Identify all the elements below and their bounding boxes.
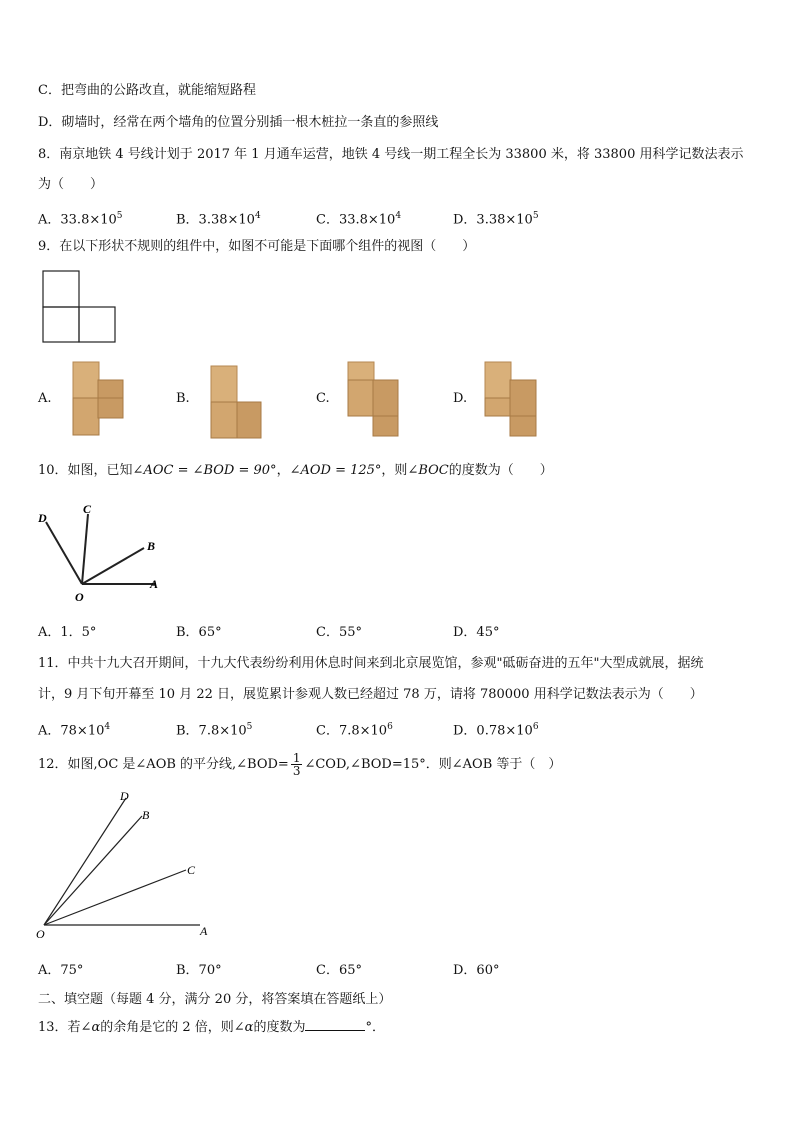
q10-option-d: D．45°: [453, 625, 500, 640]
q10-option-c: C．55°: [316, 625, 362, 640]
q12-angle-diagram: [34, 788, 214, 944]
section-2-heading: 二、填空题（每题 4 分，满分 20 分，将答案填在答题纸上）: [38, 992, 392, 1007]
q10-option-b: B．65°: [176, 625, 222, 640]
q13-answer-blank[interactable]: [305, 1018, 365, 1031]
q9-option-b-label: B.: [176, 391, 190, 406]
q12-option-d: D．60°: [453, 963, 500, 978]
q8-option-c: C．$33.8\times 10^4$: [316, 211, 402, 228]
q10-label-c: C: [83, 502, 92, 516]
q12-option-b: B．70°: [176, 963, 222, 978]
q10-label-d: D: [38, 511, 47, 525]
q12-option-c: C．65°: [316, 963, 362, 978]
q13-stem: 13．若∠α的余角是它的 2 倍，则∠α的度数为 °．: [38, 1020, 385, 1035]
q9-option-d-blocks: [482, 360, 540, 438]
q9-option-a-label: A.: [38, 391, 52, 406]
q9-view-figure: [42, 270, 118, 344]
q11-option-c: C．$7.8\times 10^6$: [316, 722, 393, 739]
q10-label-b: B: [147, 539, 156, 553]
q10-label-o: O: [75, 590, 84, 604]
q12-label-d: D: [120, 789, 129, 803]
q11-stem-line1: 11．中共十九大召开期间，十九大代表纷纷利用休息时间来到北京展览馆，参观"砥砺奋进的五年"大型成就展，据统: [38, 656, 704, 671]
q9-stem: 9．在以下形状不规则的组件中，如图不可能是下面哪个组件的视图（ ）: [38, 239, 476, 254]
q10-angle-diagram: [36, 500, 166, 604]
q8-stem-line1: 8．南京地铁 4 号线计划于 2017 年 1 月通车运营，地铁 4 号线一期工程全长为 33800 米，将 33800 用科学记数法表示: [38, 147, 744, 162]
view-square-bottom-left: [43, 307, 79, 342]
q12-option-a: A．75°: [38, 963, 84, 978]
q9-option-a-blocks: [70, 360, 126, 438]
q12-label-a: A: [200, 924, 208, 938]
q10-option-a: A．1．5°: [38, 625, 97, 640]
q8-option-a: A．$33.8\times 10^5$: [38, 211, 123, 228]
q10-stem: 10．如图，已知∠AOC = ∠BOD = 90°，∠AOD = 125°，则∠BOC的度数为（ ）: [38, 463, 553, 478]
q8-option-b: B．$3.38\times 10^4$: [176, 211, 261, 228]
q11-option-a: A．$78\times 10^4$: [38, 722, 111, 739]
q8-option-d: D．$3.38\times 10^5$: [453, 211, 539, 228]
q12-stem: 12．如图,OC 是∠AOB 的平分线,∠BOD= $\frac{1}{3}$ ∠COD,∠BOD=15°．则∠AOB 等于（ ）: [38, 751, 562, 778]
q11-option-d: D．$0.78\times 10^6$: [453, 722, 539, 739]
q8-stem-line2: 为（ ）: [38, 177, 104, 192]
q9-option-b-blocks: [206, 364, 264, 440]
q11-stem-line2: 计，9 月下旬开幕至 10 月 22 日，展览累计参观人数已经超过 78 万，请将 780000 用科学记数法表示为（ ）: [38, 687, 703, 702]
view-square-bottom-right: [79, 307, 115, 342]
q12-label-b: B: [142, 808, 150, 822]
view-square-top: [43, 271, 79, 307]
q12-fraction: $\frac{1}{3}$: [292, 751, 301, 778]
q7-option-d: D．砌墙时，经常在两个墙角的位置分别插一根木桩拉一条直的参照线: [38, 115, 439, 130]
q10-label-a: A: [150, 577, 159, 591]
q12-label-o: O: [36, 927, 45, 941]
q7-option-c: C．把弯曲的公路改直，就能缩短路程: [38, 83, 256, 98]
q11-option-b: B．$7.8\times 10^5$: [176, 722, 253, 739]
q9-option-d-label: D.: [453, 391, 468, 406]
q9-option-c-label: C.: [316, 391, 330, 406]
q9-option-c-blocks: [345, 360, 401, 438]
q12-label-c: C: [187, 863, 196, 877]
